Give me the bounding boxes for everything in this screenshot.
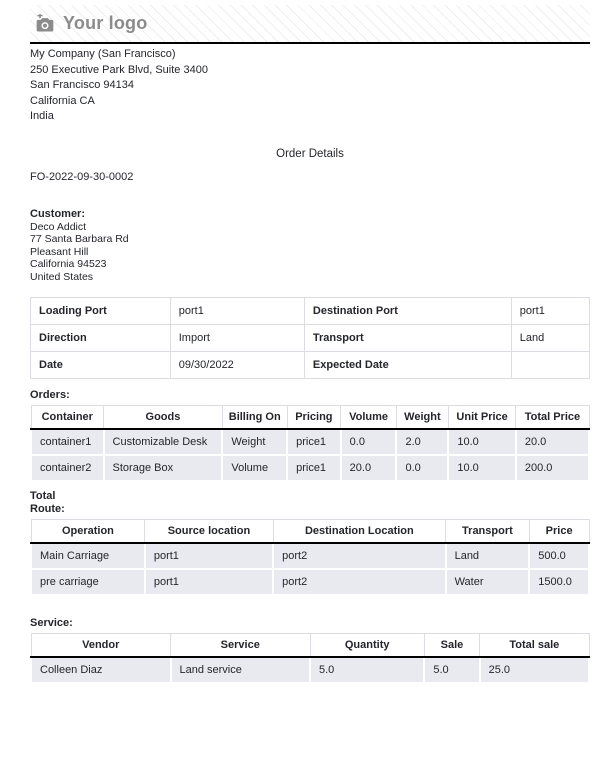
cell: port1 bbox=[145, 543, 273, 569]
route-table bbox=[30, 519, 590, 596]
customer-line: California 94523 bbox=[30, 258, 107, 270]
cell: 25.0 bbox=[480, 657, 589, 683]
cell: price1 bbox=[287, 429, 341, 455]
company-line: My Company (San Francisco) bbox=[30, 48, 176, 60]
column-header: Service bbox=[171, 634, 311, 658]
table-row bbox=[31, 352, 590, 379]
cell: 5.0 bbox=[424, 657, 479, 683]
logo bbox=[30, 13, 147, 34]
customer-line: United States bbox=[30, 270, 94, 283]
cell: 5.0 bbox=[310, 657, 424, 683]
cell: Colleen Diaz bbox=[31, 657, 171, 683]
info-value: Import bbox=[170, 325, 304, 352]
column-header: Price bbox=[529, 520, 589, 544]
customer-line: Pleasant Hill bbox=[30, 245, 89, 258]
cell: 10.0 bbox=[448, 455, 516, 481]
camera-icon bbox=[35, 14, 55, 34]
cell: 0.0 bbox=[341, 429, 397, 455]
cell: container1 bbox=[31, 429, 104, 455]
total-label: Total bbox=[30, 490, 56, 502]
column-header: Weight bbox=[396, 406, 448, 430]
column-header: Operation bbox=[31, 520, 145, 544]
column-header: Quantity bbox=[310, 634, 424, 658]
column-header: Sale bbox=[424, 634, 479, 658]
cell: 500.0 bbox=[529, 543, 589, 569]
info-value: 09/30/2022 bbox=[170, 352, 304, 379]
column-header: Unit Price bbox=[448, 406, 516, 430]
header-rule bbox=[30, 42, 590, 44]
info-label: Loading Port bbox=[31, 298, 171, 325]
shipment-info-table bbox=[30, 297, 590, 379]
service-section-label: Service: bbox=[30, 617, 73, 629]
table-row bbox=[31, 298, 590, 325]
cell: 20.0 bbox=[341, 455, 397, 481]
cell: Customizable Desk bbox=[104, 429, 223, 455]
info-label: Date bbox=[31, 352, 171, 379]
info-label: Direction bbox=[31, 325, 171, 352]
table-row bbox=[31, 657, 589, 683]
info-value: Land bbox=[511, 325, 589, 352]
company-line: California CA bbox=[30, 94, 95, 107]
cell: Weight bbox=[222, 429, 287, 455]
table-header-row bbox=[31, 634, 589, 658]
info-value bbox=[511, 352, 589, 379]
company-address bbox=[30, 47, 590, 125]
orders-table bbox=[30, 405, 590, 482]
order-reference: FO-2022-09-30-0002 bbox=[30, 170, 134, 183]
company-line: 250 Executive Park Blvd, Suite 3400 bbox=[30, 63, 208, 76]
info-label: Destination Port bbox=[304, 298, 511, 325]
cell: Volume bbox=[222, 455, 287, 481]
cell: 2.0 bbox=[396, 429, 448, 455]
cell: port2 bbox=[273, 543, 445, 569]
cell: 200.0 bbox=[516, 455, 589, 481]
column-header: Volume bbox=[341, 406, 397, 430]
cell: 20.0 bbox=[516, 429, 589, 455]
cell: price1 bbox=[287, 455, 341, 481]
company-line: San Francisco 94134 bbox=[30, 79, 134, 91]
cell: Water bbox=[446, 569, 530, 595]
column-header: Pricing bbox=[287, 406, 341, 430]
table-row bbox=[31, 325, 590, 352]
table-row bbox=[31, 569, 589, 595]
cell: Land service bbox=[171, 657, 311, 683]
cell: Main Carriage bbox=[31, 543, 145, 569]
cell: Storage Box bbox=[104, 455, 223, 481]
customer-address bbox=[30, 221, 590, 284]
cell: 10.0 bbox=[448, 429, 516, 455]
page-title: Order Details bbox=[276, 147, 344, 160]
cell: 1500.0 bbox=[529, 569, 589, 595]
info-value: port1 bbox=[511, 298, 589, 325]
cell: port2 bbox=[273, 569, 445, 595]
table-row bbox=[31, 543, 589, 569]
cell: Land bbox=[446, 543, 530, 569]
cell: container2 bbox=[31, 455, 104, 481]
column-header: Destination Location bbox=[273, 520, 445, 544]
cell: 0.0 bbox=[396, 455, 448, 481]
column-header: Total Price bbox=[516, 406, 589, 430]
cell: port1 bbox=[145, 569, 273, 595]
customer-label: Customer: bbox=[30, 207, 86, 220]
column-header: Vendor bbox=[31, 634, 171, 658]
table-header-row bbox=[31, 406, 589, 430]
info-value: port1 bbox=[170, 298, 304, 325]
column-header: Billing On bbox=[222, 406, 287, 430]
column-header: Total sale bbox=[480, 634, 589, 658]
table-row bbox=[31, 455, 589, 481]
column-header: Goods bbox=[104, 406, 223, 430]
company-line: India bbox=[30, 110, 54, 122]
info-label: Expected Date bbox=[304, 352, 511, 379]
column-header: Source location bbox=[145, 520, 273, 544]
orders-section-label: Orders: bbox=[30, 389, 70, 401]
cell: pre carriage bbox=[31, 569, 145, 595]
logo-text: Your logo bbox=[63, 13, 148, 33]
route-section-label: Route: bbox=[30, 503, 65, 515]
service-table bbox=[30, 633, 590, 684]
logo-placeholder-band bbox=[30, 5, 590, 42]
column-header: Transport bbox=[446, 520, 530, 544]
customer-line: 77 Santa Barbara Rd bbox=[30, 233, 129, 245]
table-row bbox=[31, 429, 589, 455]
column-header: Container bbox=[31, 406, 104, 430]
table-header-row bbox=[31, 520, 589, 544]
customer-line: Deco Addict bbox=[30, 220, 87, 233]
info-label: Transport bbox=[304, 325, 511, 352]
